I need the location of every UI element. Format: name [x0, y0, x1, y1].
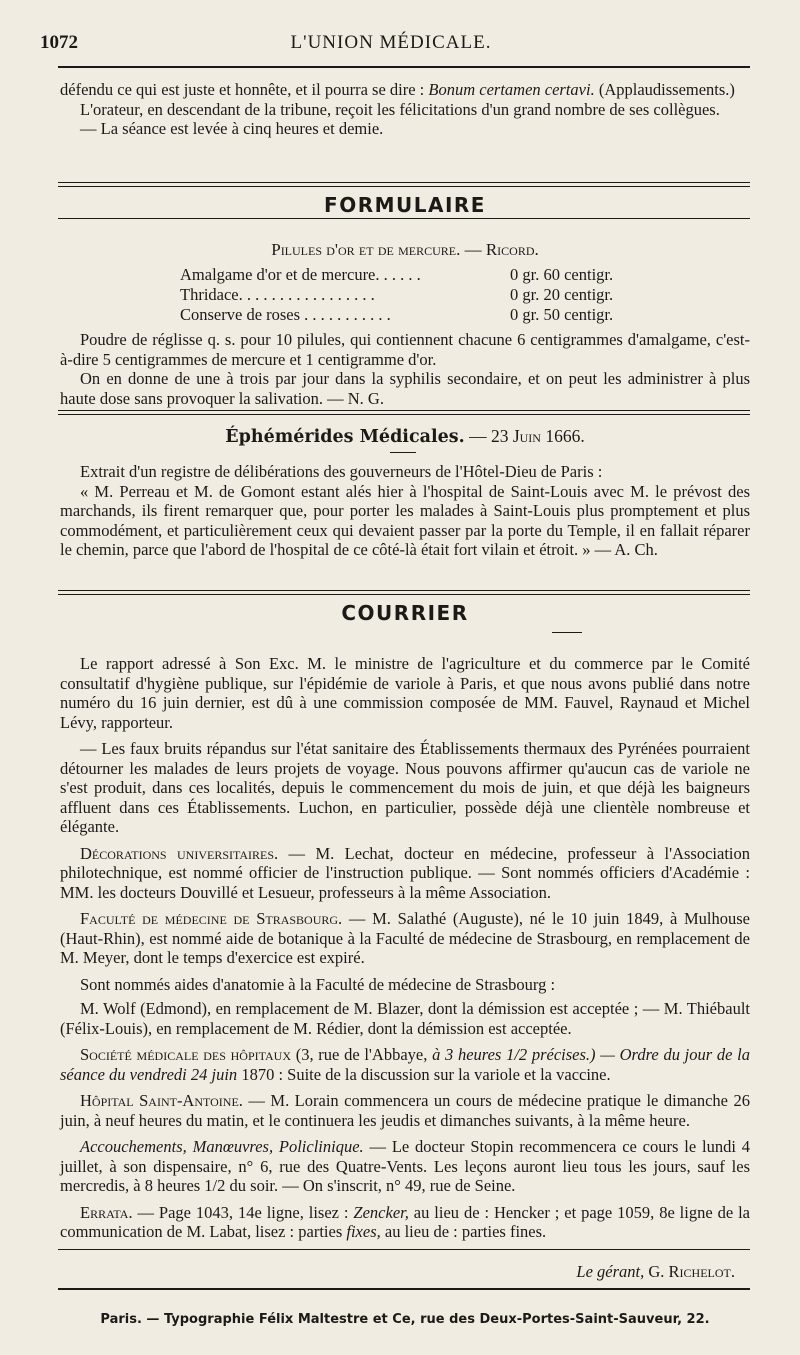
- footer-rule: [58, 1288, 750, 1290]
- recipe-ingredient: Thridace. . . . . . . . . . . . . . . . . 0 gr. 20 centigr.: [180, 285, 614, 304]
- ephemerides-paragraph-1: Extrait d'un registre de délibérations des gouverneurs de l'Hôtel-Dieu de Paris :: [80, 462, 603, 481]
- opening-paragraph-3: — La séance est levée à cinq heures et demie.: [80, 119, 384, 138]
- courrier-paragraph-5: Sont nommés aides d'anatomie à la Faculté de médecine de Strasbourg :: [80, 974, 556, 994]
- recipe-ingredient: Conserve de roses . . . . . . . . . . . 0 gr. 50 centigr.: [180, 305, 614, 324]
- formulaire-text: [60, 330, 750, 408]
- formulaire-paragraph-1: Poudre de réglisse q. s. pour 10 pilules, qui contiennent chacune 6 centigrammes d'amalgame, c'est-à-dire 5 centigrammes de mercure et 1 centigramme d'or.: [60, 330, 750, 369]
- courrier-paragraph-10: Errata. — Page 1043, 14e ligne, lisez : Zencker, au lieu de : Hencker ; et page 1059, 8e ligne de la communication de M. Labat, lisez : parties fixes, au lieu de : parties fines.: [60, 1202, 750, 1241]
- formulaire-paragraph-2: On en donne de une à trois par jour dans la syphilis secondaire, et on peut les administrer à plus haute dose sans provoquer la salivation. — N. G.: [60, 369, 750, 408]
- formulaire-title: FORMULAIRE: [324, 193, 486, 217]
- ephemerides-paragraph-2: « M. Perreau et M. de Gomont estant alés hier à l'hospital de Saint-Louis avec M. le prévost des marchands, ils firent remarquer que, pour porter les malades à Saint-Louis plus promptement et plus commodément, et particulièrement ceux qui devaient passer par la porte du Temple, il en fallait réparer le chemin, parce que l'abord de l'hospital de ce côté-là était fort vilain et étroit. » — A. Ch.: [60, 481, 750, 559]
- page-header: [40, 30, 742, 58]
- printer-imprint: Paris. — Typographie Félix Maltestre et Ce, rue des Deux-Portes-Saint-Sauveur, 22.: [100, 1312, 710, 1327]
- courrier-paragraph-3: Décorations universitaires. — M. Lechat, docteur en médecine, professeur à l'Association philotechnique, est nommé officier de l'instruction publique. — Sont nommés officiers d'Académie : MM. les docteurs Douvillé et Lesueur, professeurs à la même Association.: [60, 843, 751, 902]
- courrier-paragraph-2: — Les faux bruits répandus sur l'état sanitaire des Établissements thermaux des Pyrénées pourraient détourner les malades de leurs projets de voyage. Nous pouvons affirmer qu'aucun cas de variole ne s'est produit, dans ces localités, depuis le commencement du mois de juin, et que déjà les baigneurs affluent dans ces Établissements. Luchon, en particulier, possède déjà une clientèle nombreuse et élégante.: [60, 739, 750, 836]
- section-rule: [58, 590, 750, 595]
- section-rule: [58, 410, 750, 415]
- courrier-paragraph-9: Accouchements, Manœuvres, Policlinique. — Le docteur Stopin recommencera ce cours le lundi 4 juillet, à son dispensaire, n° 6, rue des Quatre-Vents. Les leçons auront lieu tous les jours, sauf les mercredis, à 8 heures 1/2 du soir. — On s'inscrit, n° 49, rue de Seine.: [60, 1137, 750, 1195]
- opening-text: [60, 80, 750, 139]
- ephemerides-title: Éphémérides Médicales. — 23 Juin 1666.: [225, 426, 585, 447]
- page-number: 1072: [40, 32, 78, 53]
- courrier-paragraph-6: M. Wolf (Edmond), en remplacement de M. Blazer, dont la démission est acceptée ; — M. Thiébault (Félix-Louis), en remplacement de M. Rédier, dont la démission est acceptée.: [60, 999, 750, 1038]
- courrier-title: COURRIER: [341, 601, 469, 625]
- small-rule: [390, 452, 416, 453]
- section-rule: [58, 218, 750, 219]
- recipe-title: Pilules d'or et de mercure. — Ricord.: [271, 240, 539, 259]
- footer-rule: [58, 1249, 750, 1250]
- courrier-paragraph-4: Faculté de médecine de Strasbourg. — M. Salathé (Auguste), né le 10 juin 1849, à Mulhouse (Haut-Rhin), est nommé aide de botanique à la Faculté de médecine de Strasbourg, en remplacement de M. Meyer, dont le temps d'exercice est expiré.: [60, 909, 750, 967]
- header-rule: [58, 66, 750, 68]
- ephemerides-text: [60, 462, 750, 560]
- recipe-ingredient: Amalgame d'or et de mercure. . . . . . 0 gr. 60 centigr.: [180, 265, 614, 284]
- journal-title: L'UNION MÉDICALE.: [290, 32, 492, 53]
- opening-paragraph-1: défendu ce qui est juste et honnête, et il pourra se dire : Bonum certamen certavi. (Applaudissements.): [60, 80, 735, 99]
- courrier-paragraph-7: Société médicale des hôpitaux (3, rue de l'Abbaye, à 3 heures 1/2 précises.) — Ordre du jour de la séance du vendredi 24 juin 1870 : Suite de la discussion sur la variole et la vaccine.: [60, 1045, 750, 1084]
- small-rule: [552, 632, 582, 633]
- gerant-signature: Le gérant, G. Richelot.: [576, 1262, 735, 1281]
- courrier-paragraph-1: Le rapport adressé à Son Exc. M. le ministre de l'agriculture et du commerce par le Comité consultatif d'hygiène publique, sur l'épidémie de variole à Paris, et que nous avons publié dans notre numéro du 16 juin dernier, est dû à une commission composée de MM. Fauvel, Raynaud et Michel Lévy, rapporteur.: [60, 654, 750, 732]
- opening-paragraph-2: L'orateur, en descendant de la tribune, reçoit les félicitations d'un grand nombre de ses collègues.: [80, 99, 720, 119]
- courrier-text: [60, 654, 750, 1242]
- section-rule: [58, 182, 750, 187]
- courrier-paragraph-8: Hôpital Saint-Antoine. — M. Lorain commencera un cours de médecine pratique le dimanche 26 juin, à neuf heures du matin, et le continuera les jeudis et dimanches suivants, à la même heure.: [60, 1091, 750, 1130]
